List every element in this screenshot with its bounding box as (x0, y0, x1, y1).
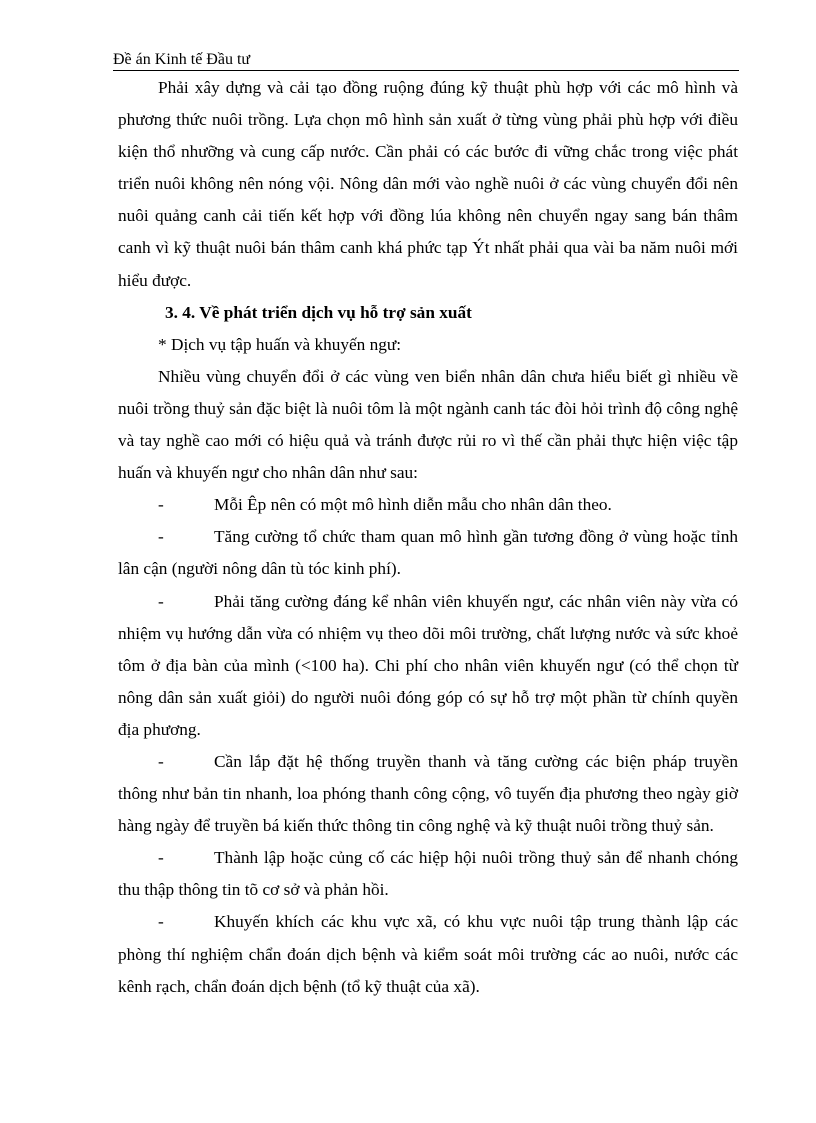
list-item-text: Phải tăng cường đáng kể nhân viên khuyến ngư, các nhân viên này vừa có nhiệm vụ hướng dẫn vừa có nhiệm vụ theo dõi môi trường, chất lượng nước và sức khoẻ tôm ở địa bàn của mình (<100 ha). Chi phí cho nhân viên khuyến ngư (có thể chọn từ nông dân sản xuất giỏi) do người nuôi đóng góp có sự hỗ trợ một phần từ chính quyền địa phương. (118, 591, 738, 739)
list-item (118, 906, 738, 1002)
document-body (118, 72, 738, 1003)
bullet-dash: - (158, 591, 164, 611)
running-header: Đề án Kinh tế Đầu tư (113, 51, 251, 68)
context-paragraph: Nhiều vùng chuyển đổi ở các vùng ven biển nhân dân chưa hiểu biết gì nhiều về nuôi trồng thuỷ sản đặc biệt là nuôi tôm là một ngành canh tác đòi hỏi trình độ công nghệ và tay nghề cao mới có hiệu quả và tránh được rủi ro vì thế cần phải thực hiện việc tập huấn và khuyến ngư cho nhân dân như sau: (118, 366, 738, 483)
list-item (118, 489, 738, 521)
intro-paragraph: Phải xây dựng và cải tạo đồng ruộng đúng kỹ thuật phù hợp với các mô hình và phương thức nuôi trồng. Lựa chọn mô hình sản xuất ở từng vùng phải phù hợp với điều kiện thổ nhưỡng và cung cấp nước. Cần phải có các bước đi vững chắc trong việc phát triển nuôi không nên nóng vội. Nông dân mới vào nghề nuôi ở các vùng chuyển đổi nên nuôi quảng canh cải tiến kết hợp với đồng lúa không nên chuyển ngay sang bán thâm canh vì kỹ thuật nuôi bán thâm canh khá phức tạp Ýt nhất phải qua vài ba năm nuôi mới hiểu được. (118, 78, 738, 290)
list-item (118, 842, 738, 906)
header-rule (113, 70, 739, 71)
bullet-dash: - (158, 495, 164, 515)
section-heading: 3. 4. Về phát triển dịch vụ hỗ trợ sản xuất (165, 302, 472, 322)
list-item (118, 746, 738, 842)
bullet-dash: - (158, 848, 164, 868)
list-item-text: Thành lập hoặc củng cố các hiệp hội nuôi trồng thuỷ sản để nhanh chóng thu thập thông tin tõ cơ sở và phản hồi. (118, 848, 738, 900)
bullet-dash: - (158, 751, 164, 771)
list-item-text: Cần lắp đặt hệ thống truyền thanh và tăng cường các biện pháp truyền thông như bản tin nhanh, loa phóng thanh công cộng, vô tuyến địa phương theo ngày giờ hàng ngày để truyền bá kiến thức thông tin công nghệ và kỹ thuật nuôi trồng thuỷ sản. (118, 751, 738, 836)
bullet-dash: - (158, 527, 164, 547)
list-item-text: Khuyến khích các khu vực xã, có khu vực nuôi tập trung thành lập các phòng thí nghiệm chẩn đoán dịch bệnh và kiểm soát môi trường các ao nuôi, nước các kênh rạch, chẩn đoán dịch bệnh (tổ kỹ thuật của xã). (118, 912, 738, 996)
list-item (118, 521, 738, 585)
bullet-dash: - (158, 912, 164, 932)
list-item-text: Tăng cường tổ chức tham quan mô hình gần tương đồng ở vùng hoặc tỉnh lân cận (người nông dân tù tóc kinh phí). (118, 527, 738, 579)
subheading: * Dịch vụ tập huấn và khuyến ngư: (158, 334, 402, 354)
list-item (118, 586, 738, 746)
list-item-text: Mỗi Êp nên có một mô hình diễn mẫu cho nhân dân theo. (214, 495, 612, 515)
